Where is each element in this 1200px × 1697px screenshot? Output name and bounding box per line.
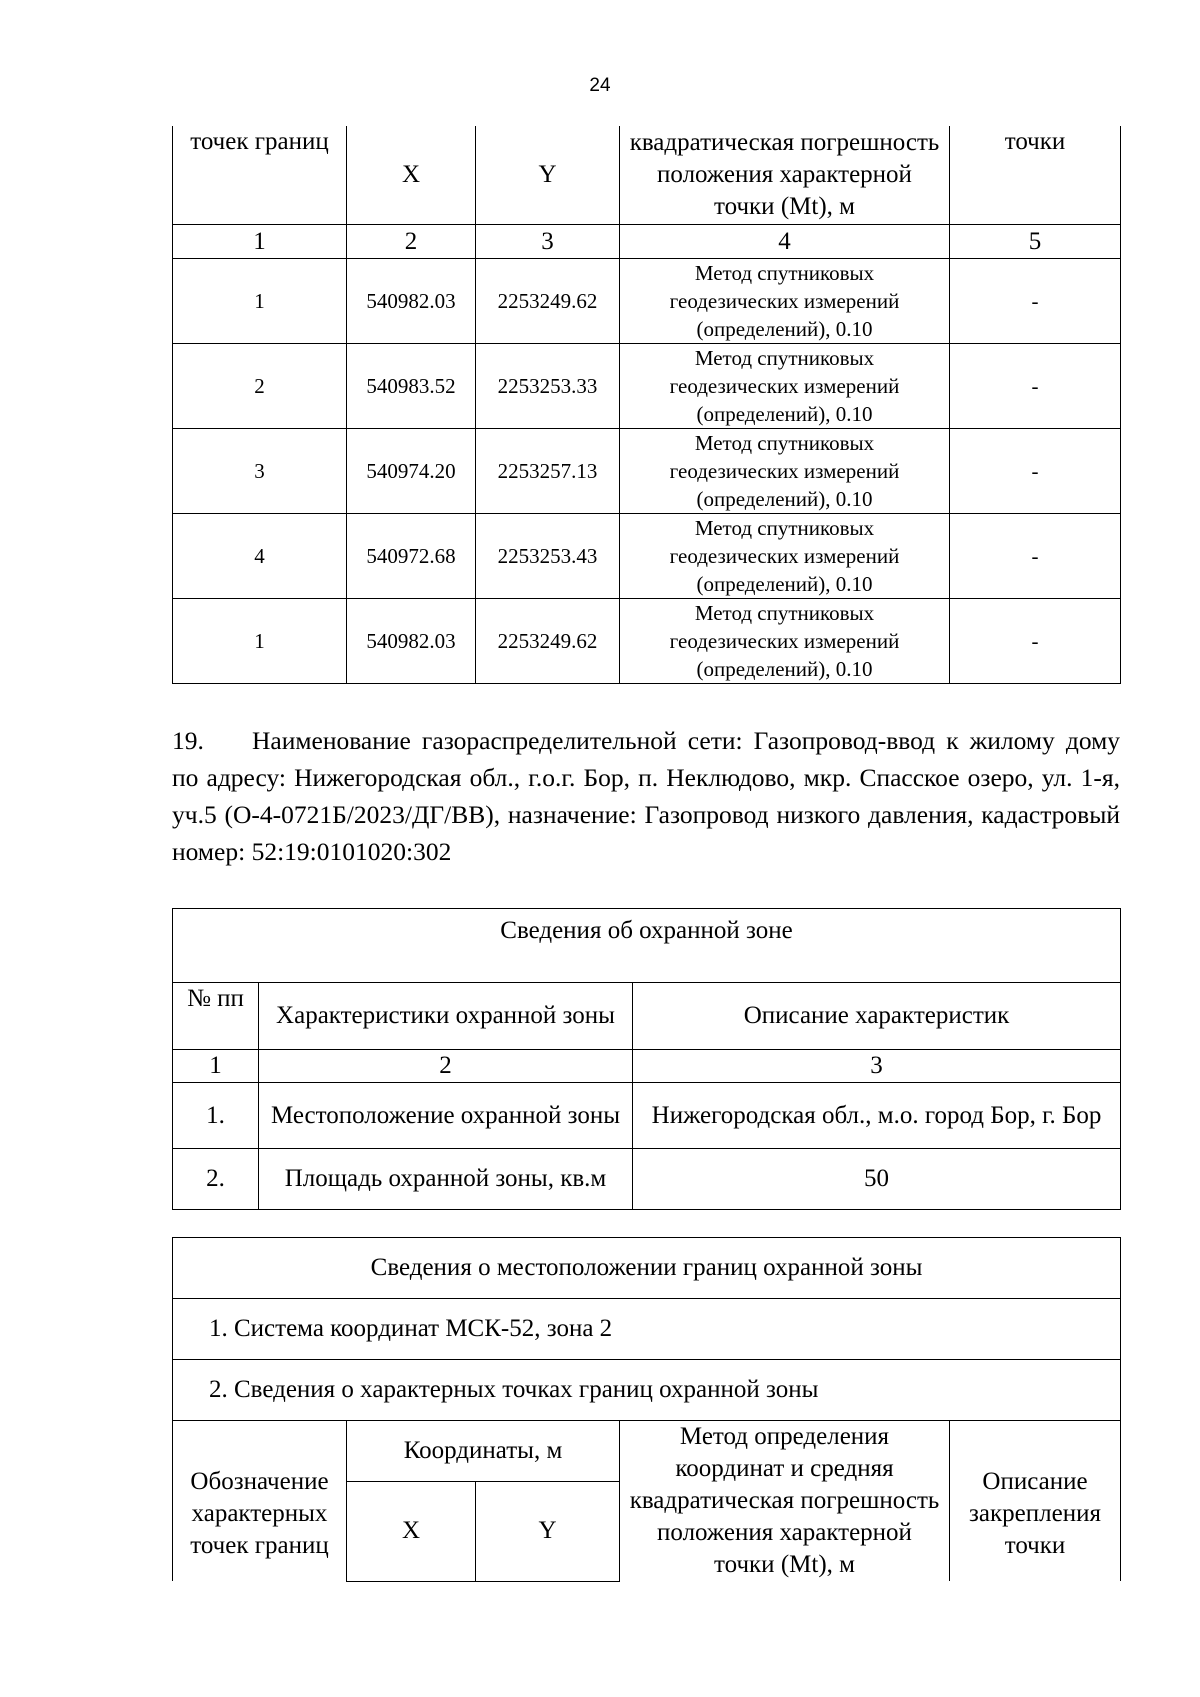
header-cell-fix: точки xyxy=(950,126,1121,225)
fix-description: - xyxy=(950,429,1121,514)
table-row xyxy=(173,599,1121,684)
table-header-row xyxy=(173,126,1121,225)
table-header-row xyxy=(173,983,1121,1050)
characteristic-name: Местоположение охранной зоны xyxy=(259,1083,633,1149)
table-row xyxy=(173,514,1121,599)
column-number: 5 xyxy=(950,225,1121,259)
characteristic-name: Площадь охранной зоны, кв.м xyxy=(259,1149,633,1210)
coordinate-system-row xyxy=(173,1299,1121,1360)
method-line: геодезических измерений xyxy=(669,629,900,653)
fix-description: - xyxy=(950,599,1121,684)
table-row xyxy=(173,429,1121,514)
characteristic-value: 50 xyxy=(633,1149,1121,1210)
method-line: геодезических измерений xyxy=(669,289,900,313)
points-info-row xyxy=(173,1360,1121,1421)
table-header-row xyxy=(173,1421,1121,1482)
header-cell-method: квадратическая погрешность положения характерной точки (Mt), м xyxy=(620,126,950,225)
method-cell xyxy=(620,429,950,514)
header-cell-y: Y xyxy=(476,1482,620,1581)
method-cell xyxy=(620,344,950,429)
column-number: 2 xyxy=(347,225,476,259)
point-id: 4 xyxy=(173,514,347,599)
method-line: геодезических измерений xyxy=(669,459,900,483)
table-title-row xyxy=(173,909,1121,983)
boundary-points-table xyxy=(172,126,1121,684)
fix-description: - xyxy=(950,259,1121,344)
coord-x: 540982.03 xyxy=(347,599,476,684)
header-cell-number: № пп xyxy=(173,983,259,1050)
coord-y: 2253253.33 xyxy=(476,344,620,429)
fix-description: - xyxy=(950,344,1121,429)
column-number: 1 xyxy=(173,225,347,259)
method-line: (определений), 0.10 xyxy=(696,402,873,426)
method-line: (определений), 0.10 xyxy=(696,572,873,596)
row-number: 2. xyxy=(173,1149,259,1210)
header-cell-coordinates: Координаты, м xyxy=(347,1421,620,1482)
points-info-heading: 2. Сведения о характерных точках границ охранной зоны xyxy=(173,1360,1121,1421)
section-number: 19. xyxy=(172,726,204,755)
characteristic-value: Нижегородская обл., м.о. город Бор, г. Бор xyxy=(633,1083,1121,1149)
column-number: 3 xyxy=(633,1050,1121,1083)
column-number: 4 xyxy=(620,225,950,259)
method-line: (определений), 0.10 xyxy=(696,657,873,681)
method-line: Метод спутниковых xyxy=(694,346,875,370)
table-row xyxy=(173,1149,1121,1210)
header-cell-x: X xyxy=(347,1482,476,1581)
header-cell-designation: Обозначение характерных точек границ xyxy=(173,1421,347,1582)
boundary-location-table xyxy=(172,1237,1121,1582)
coord-y: 2253257.13 xyxy=(476,429,620,514)
method-line: геодезических измерений xyxy=(669,544,900,568)
method-cell xyxy=(620,259,950,344)
method-line: геодезических измерений xyxy=(669,374,900,398)
table-title-row xyxy=(173,1238,1121,1299)
coord-x: 540974.20 xyxy=(347,429,476,514)
coord-y: 2253249.62 xyxy=(476,599,620,684)
table-row xyxy=(173,344,1121,429)
column-number: 3 xyxy=(476,225,620,259)
page-number: 24 xyxy=(589,75,611,96)
table-title: Сведения об охранной зоне xyxy=(173,909,1121,983)
protection-zone-table xyxy=(172,908,1121,1210)
method-cell xyxy=(620,514,950,599)
coord-x: 540983.52 xyxy=(347,344,476,429)
header-cell-y: Y xyxy=(476,126,620,225)
coord-x: 540972.68 xyxy=(347,514,476,599)
method-line: (определений), 0.10 xyxy=(696,487,873,511)
method-line: Метод спутниковых xyxy=(694,601,875,625)
coordinate-system: 1. Система координат МСК-52, зона 2 xyxy=(173,1299,1121,1360)
method-line: (определений), 0.10 xyxy=(696,317,873,341)
section-text: Наименование газораспределительной сети: Газопровод-ввод к жилому дому по адресу: Нижегородская обл., г.о.г. Бор, п. Неклюдово, мкр. Спасское озеро, ул. 1-я, уч.5 (О-4-0721Б/2023/ДГ/ВВ), назначение: Газопровод низкого давления, кадастровый номер: 52:19:0101020:302 xyxy=(172,726,1120,866)
coord-y: 2253253.43 xyxy=(476,514,620,599)
table-title: Сведения о местоположении границ охранной зоны xyxy=(173,1238,1121,1299)
point-id: 1 xyxy=(173,599,347,684)
column-number: 2 xyxy=(259,1050,633,1083)
method-line: Метод спутниковых xyxy=(694,516,875,540)
header-cell-x: X xyxy=(347,126,476,225)
header-cell-description: Описание характеристик xyxy=(633,983,1121,1050)
header-cell-characteristic: Характеристики охранной зоны xyxy=(259,983,633,1050)
method-line: Метод спутниковых xyxy=(694,431,875,455)
column-number-row xyxy=(173,1050,1121,1083)
coord-y: 2253249.62 xyxy=(476,259,620,344)
section-paragraph xyxy=(172,722,1120,870)
header-cell-fix: Описание закрепления точки xyxy=(950,1421,1121,1582)
point-id: 3 xyxy=(173,429,347,514)
column-number: 1 xyxy=(173,1050,259,1083)
point-id: 2 xyxy=(173,344,347,429)
coord-x: 540982.03 xyxy=(347,259,476,344)
point-id: 1 xyxy=(173,259,347,344)
column-number-row xyxy=(173,225,1121,259)
row-number: 1. xyxy=(173,1083,259,1149)
table-row xyxy=(173,1083,1121,1149)
method-line: Метод спутниковых xyxy=(694,261,875,285)
method-cell xyxy=(620,599,950,684)
header-cell-method: Метод определения координат и средняя квадратическая погрешность положения характерной точки (Mt), м xyxy=(620,1421,950,1582)
fix-description: - xyxy=(950,514,1121,599)
table-row xyxy=(173,259,1121,344)
header-cell-designation: точек границ xyxy=(173,126,347,225)
